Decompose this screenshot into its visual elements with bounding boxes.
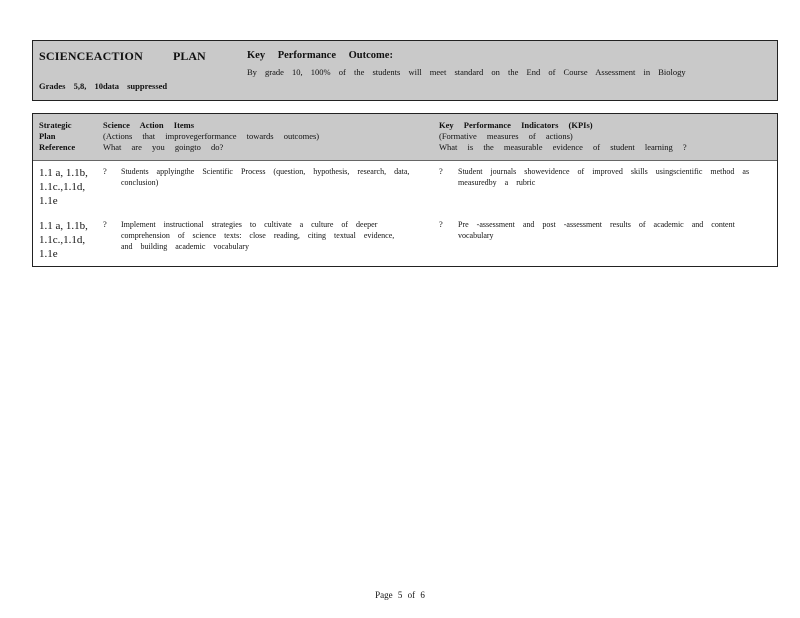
kpi-bullet: ?: [439, 219, 443, 229]
header-action-subtitle: (Actions that improvegerformance towards outcomes): [103, 131, 320, 141]
header-ref-line-1: Strategic: [39, 120, 72, 130]
action-plan-table: [32, 113, 778, 267]
header-action-items: [103, 120, 433, 153]
outcome-statement: By grade 10, 100% of the students will meet standard on the End of Course Assessment in Biology: [247, 67, 686, 77]
plan-header-box: [32, 40, 778, 101]
action-item-text: Implement instructional strategies to cultivate a culture of deeper comprehension of science texts: close reading, citing textual evidence, and building academic vocabulary: [121, 220, 395, 251]
action-item-text: Students applyingthe Scientific Process (question, hypothesis, research, data, conclusion): [121, 167, 410, 187]
row-reference: 1.1 a, 1.1b, 1.1c.,1.1d, 1.1e: [39, 167, 88, 207]
header-strategic-plan-reference: [39, 120, 99, 153]
kpi-text: Student journals showevidence of improved skills usingscientific method as measuredby a rubric: [458, 167, 750, 187]
table-row: [33, 166, 777, 216]
action-bullet: ?: [103, 166, 107, 176]
kpi-bullet: ?: [439, 166, 443, 176]
action-bullet: ?: [103, 219, 107, 229]
header-ref-line-2: Plan: [39, 131, 56, 141]
header-kpi-question: What is the measurable evidence of student learning ?: [439, 142, 687, 152]
header-ref-line-3: Reference: [39, 142, 76, 152]
header-action-title: Science Action Items: [103, 120, 195, 130]
kpi-text: Pre -assessment and post -assessment results of academic and content vocabulary: [458, 220, 735, 240]
page-number: Page 5 of 6: [375, 590, 425, 600]
row-reference: 1.1 a, 1.1b, 1.1c.,1.1d, 1.1e: [39, 220, 88, 260]
plan-word: PLAN: [173, 49, 206, 63]
header-kpi-title: Key Performance Indicators (KPIs): [439, 120, 593, 130]
grades-note: Grades 5,8, 10data suppressed: [39, 81, 168, 91]
plan-title: SCIENCEACTION: [39, 49, 143, 63]
header-kpi-subtitle: (Formative measures of actions): [439, 131, 573, 141]
key-performance-outcome-label: Key Performance Outcome:: [247, 50, 393, 61]
header-kpis: [439, 120, 769, 153]
table-row: [33, 219, 777, 267]
table-header-row: [33, 114, 777, 161]
header-action-question: What are you goingto do?: [103, 142, 224, 152]
